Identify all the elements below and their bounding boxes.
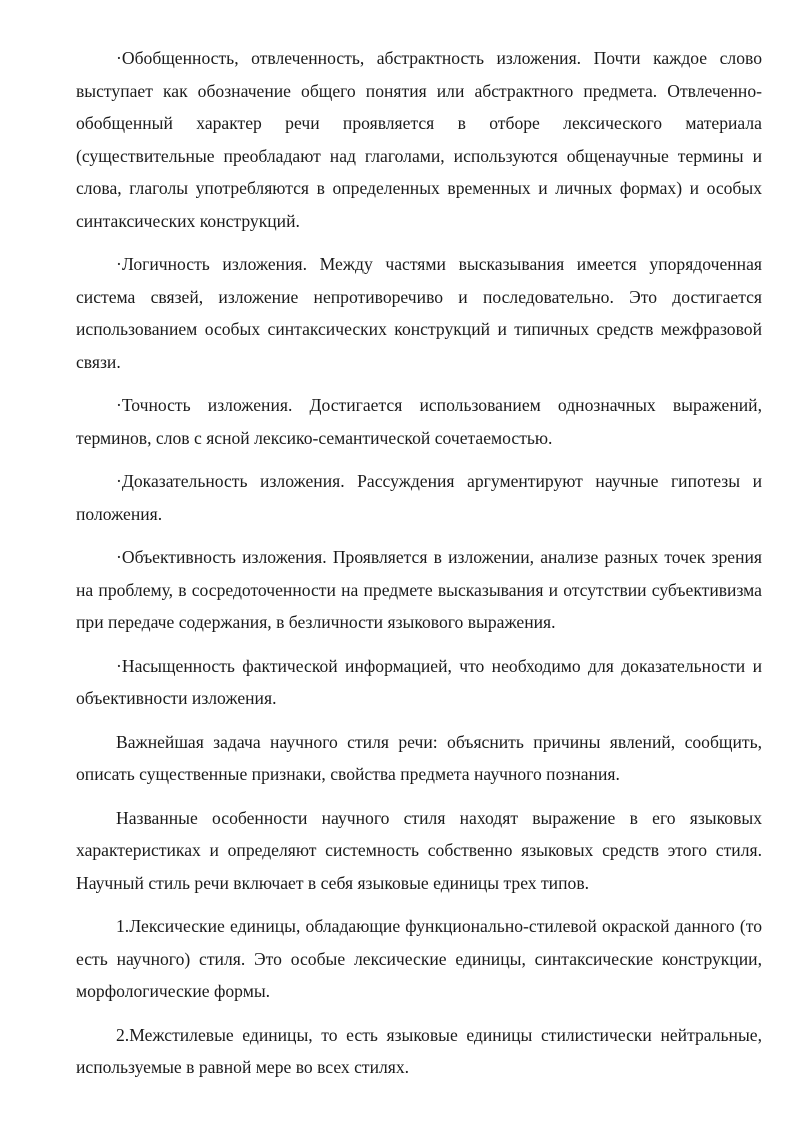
list-item-interstyle-units: 2.Межстилевые единицы, то есть языковые единицы стилистически нейтральные, используемые в равной мере во всех стилях.	[76, 1024, 762, 1077]
document-body	[76, 42, 762, 1095]
paragraph-generalization: ·Обобщенность, отвлеченность, абстрактность изложения. Почти каждое слово выступает как обозначение общего понятия или абстрактного предмета. Отвлеченно-обобщенный характер речи проявляется в отборе лексического материала (существительные преобладают над глаголами, используются общенаучные термины и слова, глаголы употребляются в определенных временных и личных формах) и особых синтаксических конструкций.	[76, 48, 762, 231]
list-item-lexical-units: 1.Лексические единицы, обладающие функционально-стилевой окраской данного (то есть научного) стиля. Это особые лексические единицы, синтаксические конструкции, морфологические формы.	[76, 916, 762, 1001]
paragraph-main-task: Важнейшая задача научного стиля речи: объяснить причины явлений, сообщить, описать существенные признаки, свойства предмета научного познания.	[76, 731, 762, 784]
paragraph-objectivity: ·Объективность изложения. Проявляется в изложении, анализе разных точек зрения на проблему, в сосредоточенности на предмете высказывания и отсутствии субъективизма при передаче содержания, в безличности языкового выражения.	[76, 547, 762, 632]
paragraph-informativeness: ·Насыщенность фактической информацией, что необходимо для доказательности и объективности изложения.	[76, 655, 762, 708]
paragraph-evidence: ·Доказательность изложения. Рассуждения аргументируют научные гипотезы и положения.	[76, 471, 762, 524]
paragraph-accuracy: ·Точность изложения. Достигается использованием однозначных выражений, терминов, слов с ясной лексико-семантической сочетаемостью.	[76, 395, 762, 448]
paragraph-logic: ·Логичность изложения. Между частями высказывания имеется упорядоченная система связей, изложение непротиворечиво и последовательно. Это достигается использованием особых синтаксических конструкций и типичных средств межфразовой связи.	[76, 254, 762, 372]
paragraph-language-units: Названные особенности научного стиля находят выражение в его языковых характеристиках и определяют системность собственно языковых средств этого стиля. Научный стиль речи включает в себя языковые единицы трех типов.	[76, 807, 762, 893]
